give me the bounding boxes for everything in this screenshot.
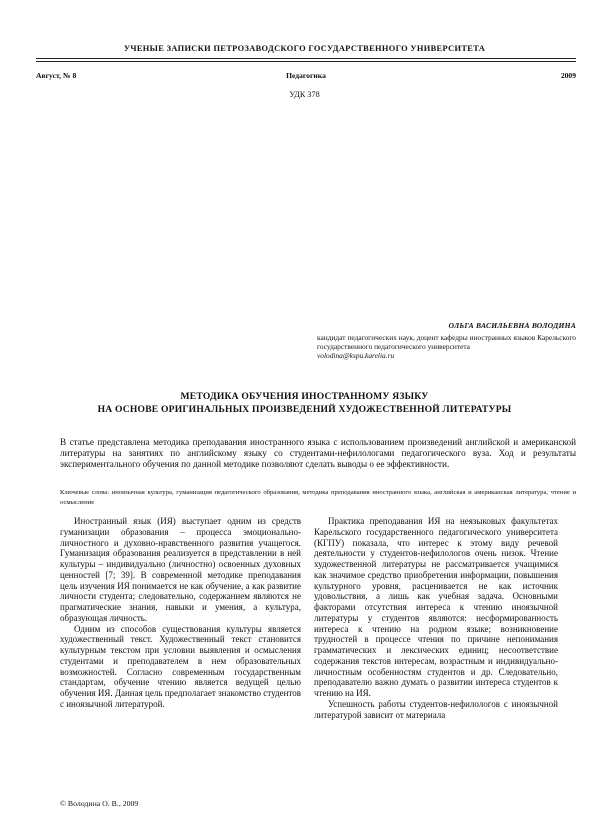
- udk-code: УДК 378: [289, 90, 320, 99]
- author-name: ОЛЬГА ВАСИЛЬЕВНА ВОЛОДИНА: [448, 321, 576, 330]
- paragraph: Одним из способов существования культуры является художественный текст. Художественный текст становится культурным текстом при условии выявления и осмысления студентами и преподавателем в нем образовательных возможностей. Согласно современным государственным стандартам, обучение чтению является ведущей целью обучения ИЯ. Данная цель предполагает знакомство студентов с иноязычной литературой.: [60, 623, 301, 709]
- paragraph: Иностранный язык (ИЯ) выступает одним из средств гуманизации образования – процесса эмоционально-личностного и духовно-нравственного развития учащегося. Гуманизация образования реализуется в представлении в ней культуры – индивидуально (личностно) освоенных духовных ценностей [7; 39]. В современной методике преподавания цель изучения ИЯ понимается не как обучение, а как развитие личности студента; следовательно, содержанием являются не прагматические знания, навыки и умения, а культура, образующая личность.: [60, 516, 301, 623]
- article-title-line-1: МЕТОДИКА ОБУЧЕНИЯ ИНОСТРАННОМУ ЯЗЫКУ: [180, 391, 429, 402]
- author-block: [313, 321, 576, 361]
- body-column-left: [60, 516, 301, 710]
- copyright-notice: © Володина О. В., 2009: [60, 799, 139, 808]
- author-info: кандидат педагогических наук, доцент кафедры иностранных языков Карельского государственного педагогического университета: [317, 333, 576, 352]
- article-title-line-2: НА ОСНОВЕ ОРИГИНАЛЬНЫХ ПРОИЗВЕДЕНИЙ ХУДОЖЕСТВЕННОЙ ЛИТЕРАТУРЫ: [97, 403, 512, 415]
- paragraph: Практика преподавания ИЯ на неязыковых факультетах Карельского государственного педагогического университета (КГПУ) показала, что интерес к этому виду речевой деятельности у студентов-нефилологов очень низок. Чтение художественной литературы не рассматривается учащимися как значимое средство приобретения информации, повышения культурного уровня, расценивается не как источник удовольствия, а лишь как учебная задача. Основными факторами отсутствия интереса к чтению иноязычной литературы у студентов являются: несформированность интереса к чтению на родном языке; возникновение трудностей в процессе чтения по причине непонимания грамматических и лексических единиц; несоответствие содержания текстов интересам, возрастным и индивидуально-личностным особенностям студентов и др. Следовательно, преподавателю важно думать о развитии интереса студентов к чтению на ИЯ.: [314, 516, 558, 698]
- journal-title: УЧЕНЫЕ ЗАПИСКИ ПЕТРОЗАВОДСКОГО ГОСУДАРСТВЕННОГО УНИВЕРСИТЕТА: [123, 44, 486, 53]
- issue-label: Август, № 8: [36, 71, 77, 80]
- paragraph: Успешность работы студентов-нефилологов с иноязычной литературой зависит от материала: [314, 698, 558, 720]
- header-rule-top: [36, 58, 576, 59]
- section-label: Педагогика: [286, 71, 326, 80]
- header-rule-bottom: [36, 61, 576, 62]
- keywords: Ключевые слова: иноязычная культура, гуманизация педагогического образования, методика преподавания иностранного языка, английская и американская литература, чтение и осмысление: [60, 489, 576, 506]
- body-column-right: [314, 516, 558, 720]
- author-email: volodina@kspu.karelia.ru: [317, 351, 395, 361]
- year-label: 2009: [560, 71, 576, 80]
- article-title: [0, 391, 609, 416]
- abstract: В статье представлена методика преподавания иностранного языка с использованием произведений английской и американской литературы на занятиях по английскому языку со студентами-нефилологами педагогического вуза. Ход и результаты экспериментального обучения по данной методике позволяют сделать выводы о ее эффективности.: [60, 437, 576, 470]
